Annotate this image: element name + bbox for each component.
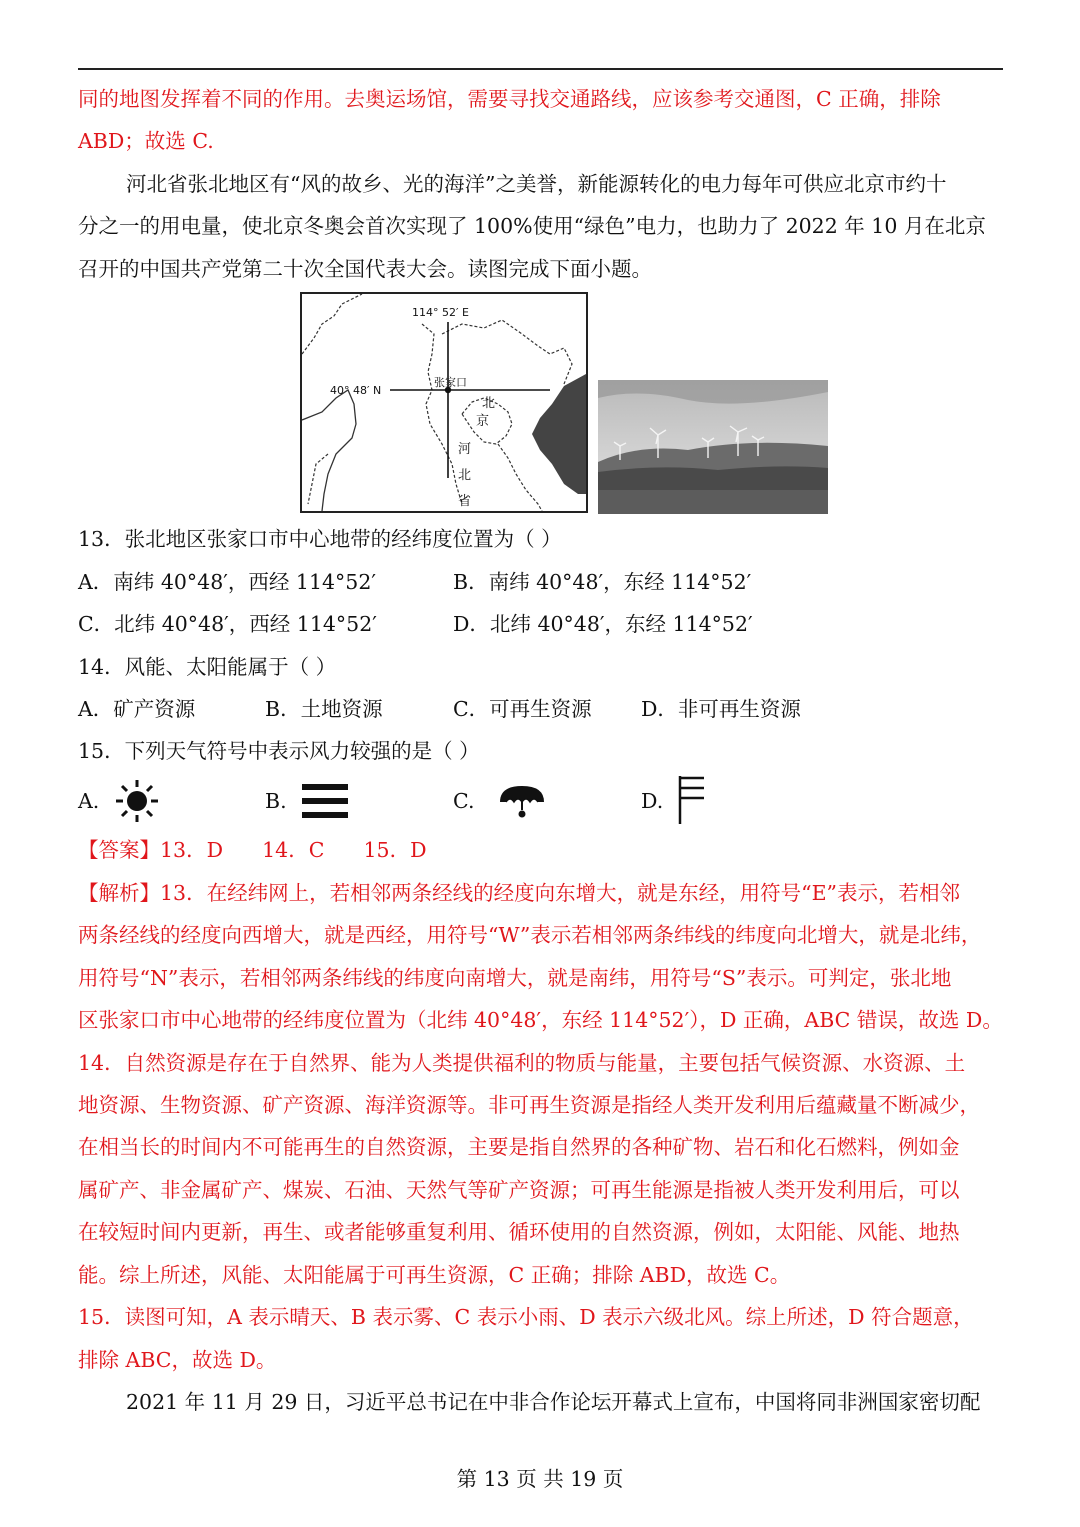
analysis-line-4: 区张家口市中心地带的经纬度位置为（北纬 40°48′，东经 114°52′），D 正确，ABC 错误，故选 D。 — [78, 1008, 1003, 1032]
q15-option-c: C. — [453, 789, 475, 813]
latitude-label: 40° 48′ N — [330, 384, 382, 397]
prev-analysis-line-2: ABD；故选 C. — [78, 129, 214, 153]
q14-option-d: D．非可再生资源 — [641, 697, 801, 721]
q14-option-b: B．土地资源 — [265, 697, 383, 721]
analysis-line-10: 能。综上所述，风能、太阳能属于可再生资源，C 正确；排除 ABD，故选 C。 — [78, 1263, 791, 1287]
next-passage-line: 2021 年 11 月 29 日，习近平总书记在中非合作论坛开幕式上宣布，中国将同非洲国家密切配 — [126, 1390, 981, 1414]
analysis-line-2: 两条经线的经度向西增大，就是西经，用符号“W”表示若相邻两条纬线的纬度向北增大，就是北纬， — [78, 923, 982, 947]
q14-option-a: A．矿产资源 — [78, 697, 196, 721]
analysis-line-9: 在较短时间内更新，再生、或者能够重复利用、循环使用的自然资源，例如，太阳能、风能、地热 — [78, 1220, 960, 1244]
page-footer: 第 13 页 共 19 页 — [456, 1467, 624, 1491]
q15-option-d: D. — [641, 789, 664, 813]
q13-stem: 13．张北地区张家口市中心地带的经纬度位置为（ ） — [78, 527, 562, 551]
q13-option-c: C．北纬 40°48′，西经 114°52′ — [78, 612, 377, 636]
analysis-line-8: 属矿产、非金属矿产、煤炭、石油、天然气等矿产资源；可再生能源是指被人类开发利用后，可以 — [78, 1178, 960, 1202]
q14-option-c: C．可再生资源 — [453, 697, 592, 721]
q15-option-b: B. — [265, 789, 287, 813]
analysis-line-11: 15．读图可知，A 表示晴天、B 表示雾、C 表示小雨、D 表示六级北风。综上所述，D 符合题意， — [78, 1305, 974, 1329]
q15-option-a: A. — [78, 789, 100, 813]
analysis-line-12: 排除 ABC，故选 D。 — [78, 1348, 277, 1372]
hebei-label-1: 河 — [458, 442, 472, 457]
q13-option-b: B．南纬 40°48′，东经 114°52′ — [453, 570, 752, 594]
passage-line-1: 河北省张北地区有“风的故乡、光的海洋”之美誉，新能源转化的电力每年可供应北京市约十 — [126, 172, 947, 196]
passage-line-2: 分之一的用电量，使北京冬奥会首次实现了 100%使用“绿色”电力，也助力了 2022 年 10 月在北京 — [78, 214, 986, 238]
beijing-label-1: 北 — [482, 396, 496, 411]
q13-option-a: A．南纬 40°48′，西经 114°52′ — [78, 570, 377, 594]
analysis-line-5: 14．自然资源是存在于自然界、能为人类提供福利的物质与能量，主要包括气候资源、水资源、土 — [78, 1051, 966, 1075]
location-map — [300, 292, 588, 513]
hebei-label-2: 北 — [458, 468, 472, 483]
longitude-label: 114° 52′ E — [412, 306, 469, 319]
header-rule — [78, 68, 1003, 70]
map-drawing — [302, 294, 586, 511]
wind-level-6-icon — [676, 774, 708, 826]
q13-option-d: D．北纬 40°48′，东经 114°52′ — [453, 612, 753, 636]
wind-farm-photo — [598, 380, 828, 514]
passage-line-3: 召开的中国共产党第二十次全国代表大会。读图完成下面小题。 — [78, 257, 652, 281]
answer-line — [78, 837, 427, 863]
q14-stem: 14．风能、太阳能属于（ ） — [78, 655, 337, 679]
answer-tag: 【答案】 — [78, 838, 160, 862]
analysis-tag: 【解析】 — [78, 881, 160, 905]
sun-icon — [112, 778, 162, 824]
analysis-line-7: 在相当长的时间内不可能再生的自然资源，主要是指自然界的各种矿物、岩石和化石燃料，例如金 — [78, 1135, 960, 1159]
q15-stem: 15．下列天气符号中表示风力较强的是（ ） — [78, 739, 480, 763]
zhangjiakou-label: 张家口 — [434, 376, 467, 389]
beijing-label-2: 京 — [476, 414, 490, 429]
analysis-line-1 — [78, 880, 960, 906]
light-rain-icon — [496, 780, 548, 820]
prev-analysis-line-1: 同的地图发挥着不同的作用。去奥运场馆，需要寻找交通路线，应该参考交通图，C 正确，排除 — [78, 87, 941, 111]
analysis-text-1: 13．在经纬网上，若相邻两条经线的经度向东增大，就是东经，用符号“E”表示，若相邻 — [160, 881, 961, 905]
analysis-line-6: 地资源、生物资源、矿产资源、海洋资源等。非可再生资源是指经人类开发利用后蕴藏量不断减少， — [78, 1093, 980, 1117]
analysis-line-3: 用符号“N”表示，若相邻两条纬线的纬度向南增大，就是南纬，用符号“S”表示。可判定，张北地 — [78, 966, 952, 990]
hebei-label-3: 省 — [458, 494, 472, 509]
fog-icon — [300, 782, 350, 820]
answer-text: 13．D 14．C 15．D — [160, 838, 427, 862]
